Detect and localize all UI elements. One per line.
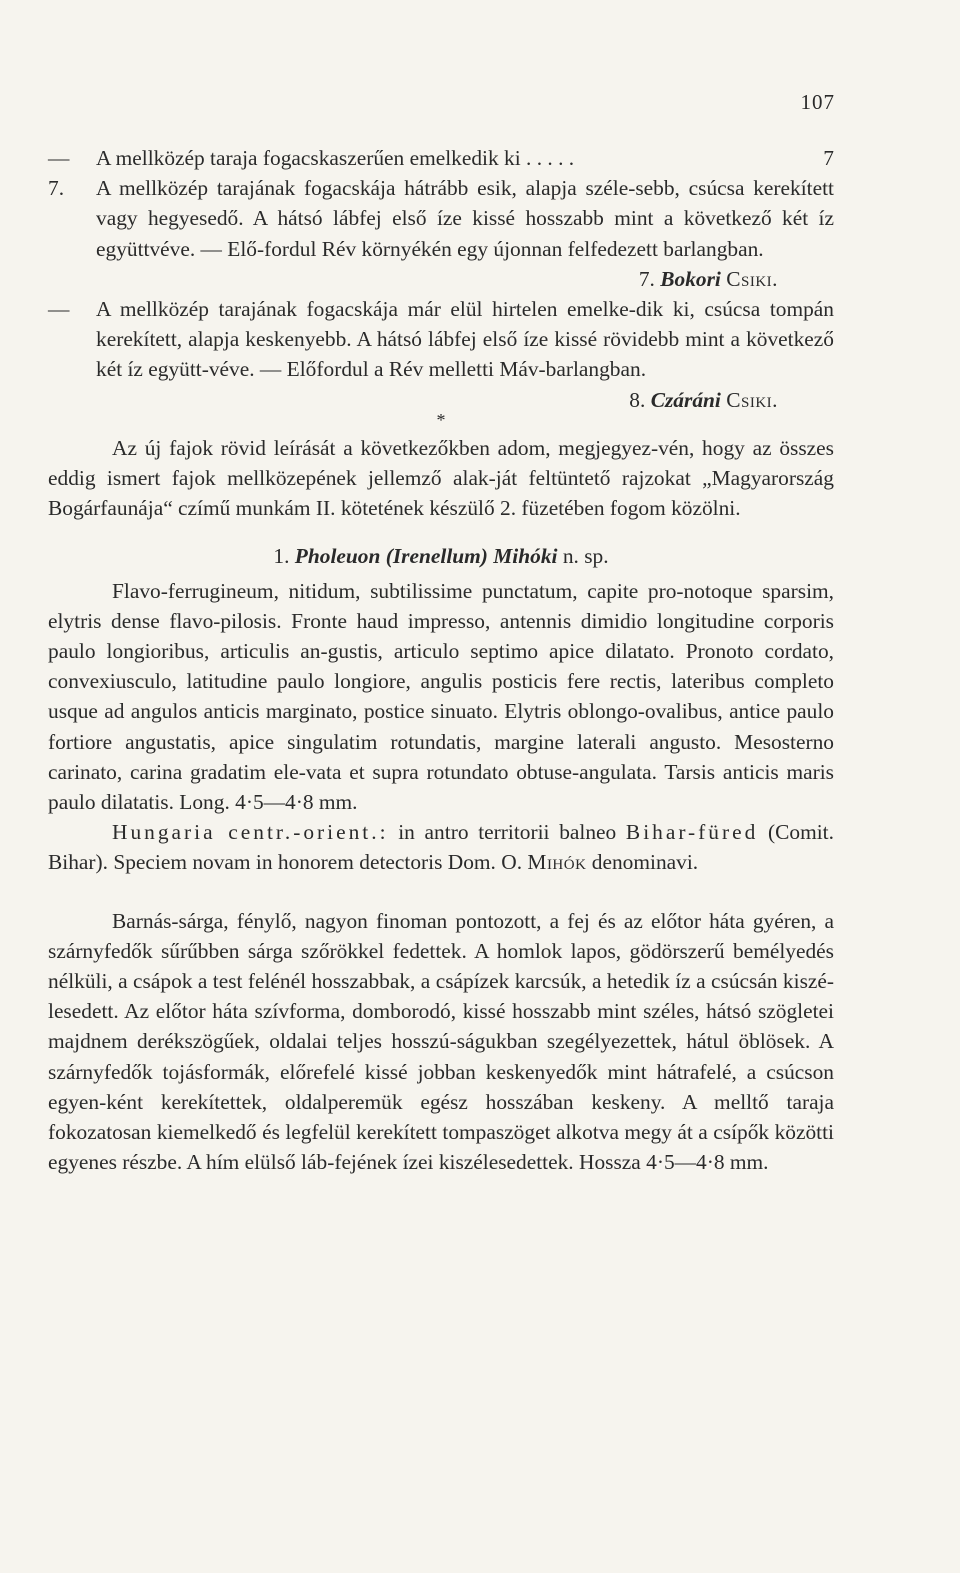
intro-paragraph: Az új fajok rövid leírását a következőkben adom, megjegyez-vén, hogy az összes eddig ismert fajok mellközepének jellemző alak-ját feltüntető rajzokat „Magyarország Bogárfaunája“ czímű munkám II. kötetének készülő 2. füzetében fogom közölni.	[48, 435, 834, 521]
species-name: Bokori	[660, 266, 721, 291]
locality-text: denominavi.	[591, 850, 699, 875]
species-number: 1.	[273, 544, 290, 569]
species-name: Czáráni	[650, 387, 721, 412]
attribution-bokori	[48, 264, 834, 294]
attribution-number: 7.	[638, 266, 655, 291]
paragraph-gap	[48, 878, 834, 906]
attribution-number: 8.	[629, 387, 646, 412]
key-lead: —	[48, 297, 70, 322]
hungarian-description: Barnás-sárga, fénylő, nagyon finoman pontozott, a fej és az előtor háta gyéren, a szárnyfedők sűrűbben sárga szőrökkel fedettek. A homlok lapos, gödörszerű bemélyedés nélküli, a csápok a test felénél hosszabbak, a csápízek karcsúk, a hetedik íz a csúcsán kiszé-lesedett. Az előtor háta szívforma, domborodó, kissé hosszabb mint széles, hátsó szögletei majdnem derékszögűek, oldalai teljes hosszú-ságukban szegélyezettek, hátul öblösek. A szárnyfedők tojásformák, előrefelé kissé jobban keskenyedők mint hátrafelé, a csúcson egyen-ként kerekítettek, oldalperemük egész hosszában keskeny. A melltő taraja fokozatosan kiemelkedő és legfelül kerekített tompaszöget alkotva megy át a csípők közötti egyenes részbe. A hím elülső láb-fejének ízei kiszélesedettek. Hossza 4·5—4·8 mm.	[48, 908, 834, 1175]
locality-text: in antro territorii balneo	[398, 820, 617, 845]
species-name: Pholeuon (Irenellum) Mihóki	[294, 544, 558, 569]
locality-paragraph	[48, 817, 834, 877]
locality-place: Bihar-füred	[625, 820, 759, 845]
species-suffix: n. sp.	[562, 544, 609, 569]
species-heading	[48, 541, 834, 571]
collector-name: Mihók	[527, 850, 587, 875]
key-text: A mellközép taraja fogacskaszerűen emelkedik ki . . . . .	[96, 146, 575, 170]
key-text: A mellközép tarajának fogacskája már elül hirtelen emelke-dik ki, csúcsa tompán kerekített, alapja keskenyebb. A hátsó lábfej első íze kissé rövidebb mint a következő két íz együtt-véve. — Előfordul a Rév melletti Máv-barlangban.	[96, 297, 834, 382]
key-goto: 7	[823, 146, 834, 170]
key-entry-2	[48, 173, 834, 264]
locality-text: (Comit. Bihar). Speciem novam in honorem detectoris Dom. O.	[48, 820, 834, 875]
author-name: Csiki.	[726, 266, 778, 291]
page-number: 107	[800, 90, 835, 114]
key-text: A mellközép tarajának fogacskája hátrább esik, alapja széle-sebb, csúcsa kerekített vagy hegyesedő. A hátsó lábfej első íze kissé hosszabb mint a következő két íz együttvéve. — Elő-fordul Rév környékén egy újonnan felfedezett barlangban.	[96, 176, 834, 261]
key-lead: 7.	[48, 176, 65, 201]
section-separator: *	[436, 409, 446, 430]
page-body	[48, 143, 834, 1178]
locality-region: Hungaria centr.-orient.:	[112, 820, 389, 845]
key-entry-3	[48, 294, 834, 385]
key-entry-1	[48, 143, 834, 173]
latin-description: Flavo-ferrugineum, nitidum, subtilissime punctatum, capite pro-notoque sparsim, elytris dense flavo-pilosis. Fronte haud impresso, antennis dimidio longitudine corporis paulo longioribus, articulis an-gustis, articulo septimo apice dilatato. Pronoto cordato, convexiusculo, latitudine paulo longiore, angulis posticis fere rectis, lateribus completo usque ad angulos anticis marginato, postice sinuato. Elytris oblongo-ovalibus, antice paulo fortiore angustatis, apice singulatim rotundatis, margine laterali angusto. Mesosterno carinato, carina gradatim ele-vata et supra rotundato obtuse-angulata. Tarsis anticis maris paulo dilatatis. Long. 4·5—4·8 mm.	[48, 578, 834, 815]
author-name: Csiki.	[726, 387, 778, 412]
key-lead: —	[48, 146, 70, 170]
